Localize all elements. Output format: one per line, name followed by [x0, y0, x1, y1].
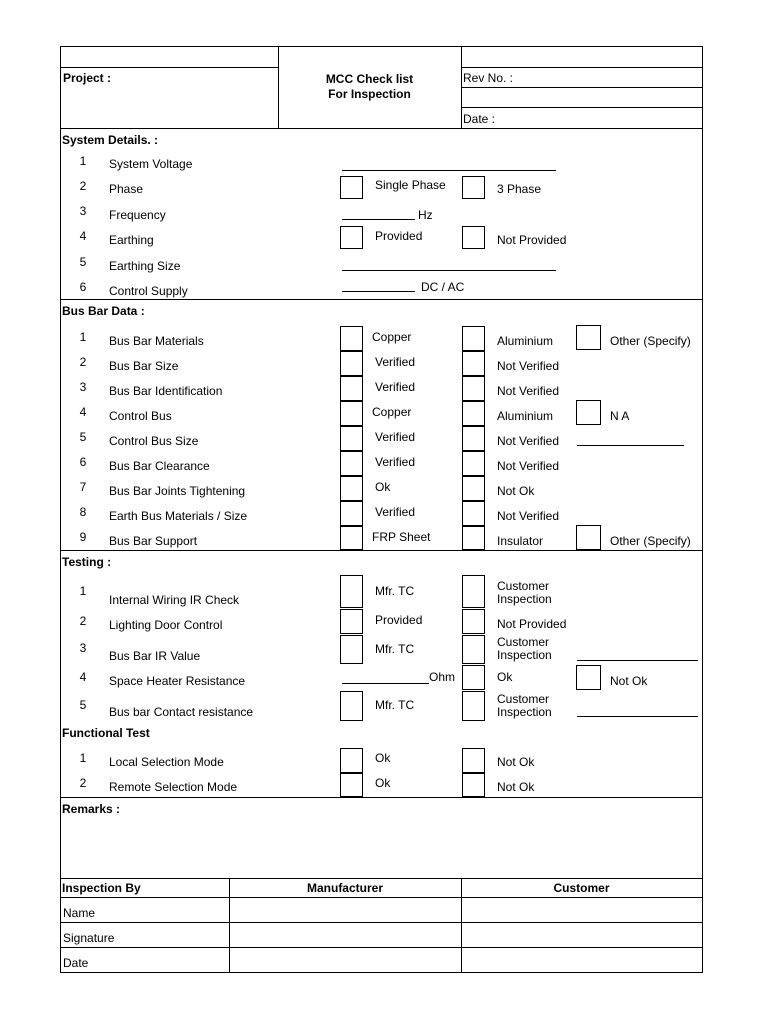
insulator-checkbox[interactable]: [462, 526, 485, 550]
other-specify-checkbox[interactable]: [576, 325, 601, 350]
remarks-area[interactable]: [61, 818, 701, 877]
aluminium-checkbox[interactable]: [462, 326, 485, 351]
option-label: Not Ok: [497, 755, 535, 769]
option-label: Inspection: [497, 705, 552, 719]
section-testing: Testing :: [62, 555, 112, 569]
item-number: 5: [79, 430, 87, 444]
single-phase-checkbox[interactable]: [340, 176, 363, 199]
inspection-by-header: Inspection By: [62, 881, 141, 895]
date-label: Date :: [463, 112, 496, 126]
option-label: Mfr. TC: [375, 584, 415, 598]
date-row-label: Date: [63, 956, 89, 970]
option-label: Aluminium: [497, 334, 554, 348]
section-functional-test: Functional Test: [62, 726, 150, 740]
customer-inspection-checkbox[interactable]: [462, 575, 485, 608]
item-number: 2: [79, 179, 87, 193]
item-label: Control Bus: [109, 409, 172, 423]
option-label: Insulator: [497, 534, 544, 548]
other-specify-checkbox[interactable]: [576, 525, 601, 550]
option-label: FRP Sheet: [372, 530, 431, 544]
frequency-field[interactable]: [342, 219, 415, 220]
item-label: Bus Bar Size: [109, 359, 179, 373]
item-number: 9: [79, 530, 87, 544]
option-label: Inspection: [497, 648, 552, 662]
option-label: Not Verified: [497, 434, 560, 448]
copper-checkbox[interactable]: [340, 326, 363, 351]
item-label: Bus Bar Materials: [109, 334, 204, 348]
unit-label: DC / AC: [421, 280, 465, 294]
ok-checkbox[interactable]: [340, 748, 363, 773]
item-number: 1: [79, 584, 87, 598]
ok-checkbox[interactable]: [462, 665, 485, 690]
space-heater-resistance-field[interactable]: [342, 683, 429, 684]
item-label: Bus Bar Support: [109, 534, 198, 548]
not-ok-checkbox[interactable]: [462, 773, 485, 797]
earthing-not-provided-checkbox[interactable]: [462, 226, 485, 249]
ok-checkbox[interactable]: [340, 476, 363, 501]
item-label: Bus bar Contact resistance: [109, 705, 254, 719]
not-ok-checkbox[interactable]: [576, 665, 601, 690]
name-row-label: Name: [63, 906, 96, 920]
item-number: 2: [79, 355, 87, 369]
option-label: Customer: [497, 635, 550, 649]
customer-date-cell[interactable]: [462, 948, 701, 971]
verified-checkbox[interactable]: [340, 501, 363, 526]
mfr-tc-checkbox[interactable]: [340, 575, 363, 608]
verified-checkbox[interactable]: [340, 426, 363, 451]
item-number: 6: [79, 280, 87, 294]
option-label: N A: [610, 409, 630, 423]
not-verified-checkbox[interactable]: [462, 451, 485, 476]
item-label: Control Bus Size: [109, 434, 199, 448]
option-label: Aluminium: [497, 409, 554, 423]
option-label: Not Ok: [610, 674, 648, 688]
item-label: Frequency: [109, 208, 166, 222]
option-label: Not Verified: [497, 509, 560, 523]
form-title-line2: For Inspection: [328, 87, 411, 101]
option-label: Verified: [375, 430, 416, 444]
item-number: 3: [79, 204, 87, 218]
not-ok-checkbox[interactable]: [462, 476, 485, 501]
remarks-label: Remarks :: [62, 802, 121, 816]
item-number: 5: [79, 698, 87, 712]
bus-bar-ir-value-field[interactable]: [577, 660, 698, 661]
option-label: 3 Phase: [497, 182, 542, 196]
manufacturer-name-cell[interactable]: [230, 898, 460, 921]
item-number: 1: [79, 751, 87, 765]
item-label: Bus Bar IR Value: [109, 649, 201, 663]
option-label: Not Verified: [497, 359, 560, 373]
not-verified-checkbox[interactable]: [462, 351, 485, 376]
item-number: 8: [79, 505, 87, 519]
item-number: 4: [79, 229, 87, 243]
option-label: Ok: [375, 480, 391, 494]
option-label: Ok: [375, 776, 391, 790]
option-label: Customer: [497, 692, 550, 706]
mfr-tc-checkbox[interactable]: [340, 635, 363, 664]
item-number: 4: [79, 405, 87, 419]
project-label: Project :: [63, 71, 112, 85]
ok-checkbox[interactable]: [340, 773, 363, 797]
item-label: Earthing: [109, 233, 154, 247]
option-label: Customer: [497, 579, 550, 593]
section-bus-bar-data: Bus Bar Data :: [62, 304, 145, 318]
customer-inspection-checkbox[interactable]: [462, 635, 485, 664]
item-label: System Voltage: [109, 157, 193, 171]
customer-signature-cell[interactable]: [462, 923, 701, 946]
option-label: Mfr. TC: [375, 698, 415, 712]
option-label: Not Provided: [497, 617, 567, 631]
option-label: Not Verified: [497, 459, 560, 473]
system-voltage-field[interactable]: [342, 170, 556, 171]
item-label: Internal Wiring IR Check: [109, 593, 240, 607]
manufacturer-signature-cell[interactable]: [230, 923, 460, 946]
item-number: 3: [79, 641, 87, 655]
control-supply-field[interactable]: [342, 291, 415, 292]
option-label: Copper: [372, 405, 412, 419]
item-label: Earth Bus Materials / Size: [109, 509, 248, 523]
aluminium-checkbox[interactable]: [462, 401, 485, 426]
three-phase-checkbox[interactable]: [462, 176, 485, 199]
unit-label: Hz: [418, 208, 433, 222]
item-label: Control Supply: [109, 284, 188, 298]
verified-checkbox[interactable]: [340, 451, 363, 476]
mfr-tc-checkbox[interactable]: [340, 691, 363, 721]
item-label: Space Heater Resistance: [109, 674, 246, 688]
rev-no-label: Rev No. :: [463, 71, 514, 85]
earthing-size-field[interactable]: [342, 270, 556, 271]
form-title-line1: MCC Check list: [325, 72, 414, 86]
copper-checkbox[interactable]: [340, 401, 363, 426]
section-system-details: System Details. :: [62, 133, 159, 147]
earthing-provided-checkbox[interactable]: [340, 226, 363, 249]
option-label: Ok: [375, 751, 391, 765]
signature-row-label: Signature: [63, 931, 115, 945]
verified-checkbox[interactable]: [340, 376, 363, 401]
item-number: 2: [79, 776, 87, 790]
option-label: Verified: [375, 355, 416, 369]
item-label: Bus Bar Clearance: [109, 459, 210, 473]
item-label: Remote Selection Mode: [109, 780, 238, 794]
option-label: Mfr. TC: [375, 642, 415, 656]
contact-resistance-field[interactable]: [577, 716, 698, 717]
item-number: 7: [79, 480, 87, 494]
option-label: Not Verified: [497, 384, 560, 398]
item-number: 4: [79, 670, 87, 684]
item-number: 5: [79, 255, 87, 269]
item-label: Lighting Door Control: [109, 618, 223, 632]
not-verified-checkbox[interactable]: [462, 376, 485, 401]
option-label: Not Ok: [497, 484, 535, 498]
not-verified-checkbox[interactable]: [462, 426, 485, 451]
unit-label: Ohm: [429, 670, 456, 684]
item-label: Earthing Size: [109, 259, 181, 273]
customer-name-cell[interactable]: [462, 898, 701, 921]
customer-inspection-checkbox[interactable]: [462, 691, 485, 721]
customer-header: Customer: [553, 881, 610, 895]
verified-checkbox[interactable]: [340, 351, 363, 376]
option-label: Ok: [497, 670, 513, 684]
na-checkbox[interactable]: [576, 400, 601, 425]
manufacturer-date-cell[interactable]: [230, 948, 460, 971]
option-label: Copper: [372, 330, 412, 344]
option-label: Other (Specify): [610, 534, 691, 548]
option-label: Other (Specify): [610, 334, 691, 348]
item-number: 1: [79, 330, 87, 344]
not-ok-checkbox[interactable]: [462, 748, 485, 773]
provided-checkbox[interactable]: [340, 609, 363, 634]
option-label: Provided: [375, 613, 423, 627]
item-number: 3: [79, 380, 87, 394]
option-label: Single Phase: [375, 178, 446, 192]
manufacturer-header: Manufacturer: [306, 881, 383, 895]
item-number: 2: [79, 614, 87, 628]
not-verified-checkbox[interactable]: [462, 501, 485, 526]
item-label: Bus Bar Identification: [109, 384, 223, 398]
control-bus-size-field[interactable]: [577, 445, 684, 446]
item-label: Local Selection Mode: [109, 755, 224, 769]
item-label: Phase: [109, 182, 144, 196]
item-number: 1: [79, 154, 87, 168]
option-label: Provided: [375, 229, 423, 243]
option-label: Inspection: [497, 592, 552, 606]
option-label: Not Provided: [497, 233, 567, 247]
item-number: 6: [79, 455, 87, 469]
option-label: Verified: [375, 505, 416, 519]
option-label: Not Ok: [497, 780, 535, 794]
option-label: Verified: [375, 455, 416, 469]
option-label: Verified: [375, 380, 416, 394]
frp-sheet-checkbox[interactable]: [340, 526, 363, 550]
not-provided-checkbox[interactable]: [462, 609, 485, 634]
item-label: Bus Bar Joints Tightening: [109, 484, 246, 498]
